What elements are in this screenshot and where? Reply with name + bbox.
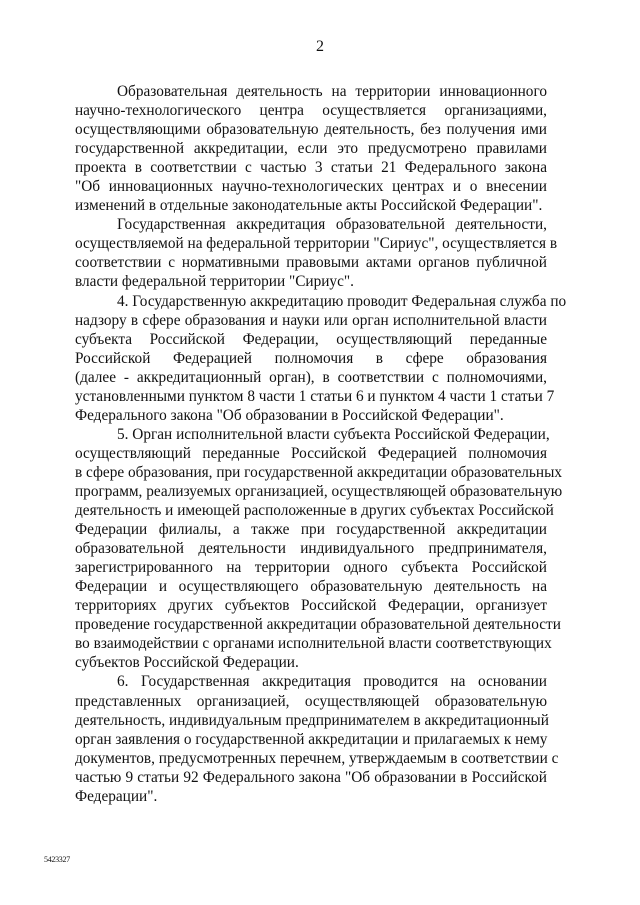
text-line: деятельность и имеющей расположенные в других субъектах Российской: [75, 502, 554, 520]
text-line: деятельность, индивидуальным предпринимателем в аккредитационный: [75, 711, 549, 729]
paragraph: [75, 215, 558, 291]
text-line: образовательной деятельности индивидуального предпринимателя,: [75, 540, 547, 558]
paragraph: [75, 292, 567, 425]
text-line: (далее - аккредитационный орган), в соответствии с полномочиями,: [75, 368, 547, 386]
text-line: Образовательная деятельность на территории инновационного: [117, 83, 547, 100]
text-line: власти федеральной территории "Сириус".: [75, 273, 354, 291]
text-line: орган заявления о государственной аккредитации и прилагаемых к нему: [75, 730, 548, 748]
text-line: государственной аккредитации, если это предусмотрено правилами: [75, 140, 547, 158]
text-line: Государственная аккредитация образовательной деятельности,: [117, 216, 547, 234]
text-line: Федерации филиалы, а также при государственной аккредитации: [75, 521, 547, 539]
text-line: Федерации и осуществляющего образовательную деятельность на: [75, 578, 547, 596]
text-line: программ, реализуемых организацией, осуществляющей образовательную: [75, 482, 563, 500]
text-line: "Об инновационных научно-технологических центрах и о внесении: [75, 178, 547, 196]
document-body: [75, 82, 567, 806]
text-line: осуществляющий переданные Российской Федерацией полномочия: [75, 444, 547, 462]
paragraph: [75, 672, 559, 805]
text-line: Российской Федерацией полномочия в сфере образования: [75, 349, 547, 367]
text-line: представленных организацией, осуществляющей образовательную: [75, 692, 547, 710]
text-line: проекта в соответствии с частью 3 статьи 21 Федерального закона: [75, 159, 547, 177]
paragraph: [75, 82, 547, 215]
document-code: 5423327: [44, 855, 70, 864]
text-line: субъекта Российской Федерации, осуществляющий переданные: [75, 330, 547, 348]
text-line: документов, предусмотренных перечнем, утверждаемым в соответствии с: [75, 749, 559, 767]
text-line: установленными пунктом 8 части 1 статьи 6 и пунктом 4 части 1 статьи 7: [75, 387, 555, 405]
text-line: 4. Государственную аккредитацию проводит Федеральная служба по: [117, 292, 567, 310]
text-line: осуществляемой на федеральной территории "Сириус", осуществляется в: [75, 235, 558, 253]
paragraph: [75, 425, 563, 673]
text-line: надзору в сфере образования и науки или орган исполнительной власти: [75, 311, 547, 329]
text-line: научно-технологического центра осуществляется организациями,: [75, 102, 547, 120]
text-line: соответствии с нормативными правовыми актами органов публичной: [75, 254, 547, 272]
text-line: зарегистрированного на территории одного субъекта Российской: [75, 559, 547, 577]
text-line: 6. Государственная аккредитация проводится на основании: [117, 673, 547, 691]
page-number: 2: [316, 38, 324, 55]
text-line: частью 9 статьи 92 Федерального закона "Об образовании в Российской: [75, 768, 547, 786]
text-line: территориях других субъектов Российской Федерации, организует: [75, 597, 547, 615]
text-line: Федерального закона "Об образовании в Российской Федерации".: [75, 406, 504, 424]
text-line: во взаимодействии с органами исполнительной власти соответствующих: [75, 635, 552, 653]
text-line: изменений в отдельные законодательные акты Российской Федерации".: [75, 197, 543, 215]
text-line: 5. Орган исполнительной власти субъекта Российской Федерации,: [117, 425, 550, 443]
text-line: Федерации".: [75, 787, 158, 805]
text-line: проведение государственной аккредитации образовательной деятельности: [75, 616, 561, 634]
text-line: в сфере образования, при государственной аккредитации образовательных: [75, 463, 562, 481]
text-line: субъектов Российской Федерации.: [75, 654, 299, 672]
text-line: осуществляющими образовательную деятельность, без получения ими: [75, 121, 547, 139]
